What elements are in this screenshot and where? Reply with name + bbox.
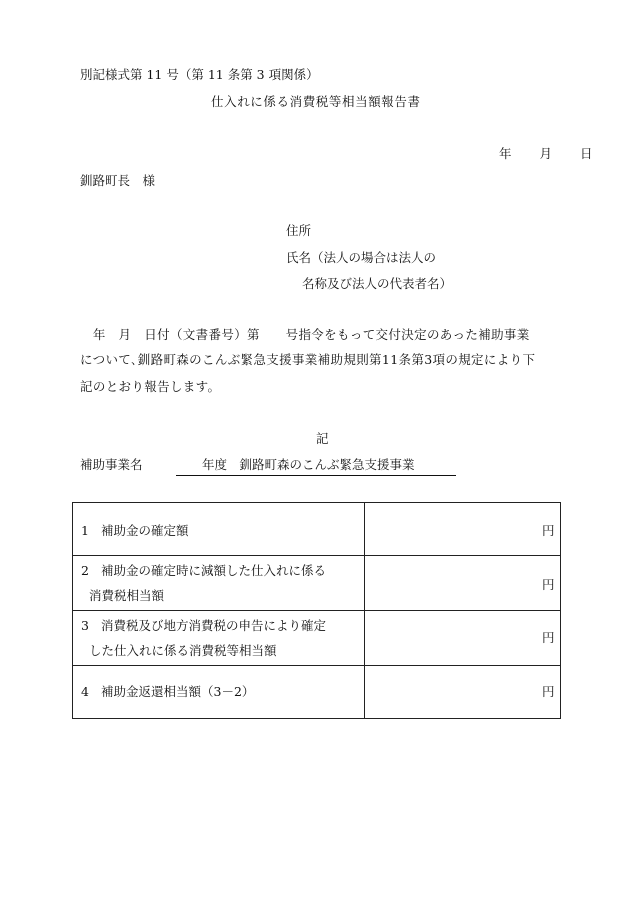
name-label-continuation: 名称及び法人の代表者名） [302,276,453,291]
project-name-label: 補助事業名 [80,457,143,472]
row-unit: 円 [542,630,555,645]
row-unit: 円 [542,523,555,538]
report-table [72,502,561,719]
table-row [73,665,560,720]
date-day: 日 [580,146,593,161]
address-label: 住所 [286,223,312,238]
ki-heading: 記 [316,431,329,446]
addressee: 釧路町長 様 [80,173,156,188]
row-number: 1 [81,523,89,538]
table-row [73,503,560,555]
row-label-continuation: 消費税相当額 [89,588,165,603]
document-title: 仕入れに係る消費税等相当額報告書 [211,94,421,109]
date-year: 年 [499,146,512,161]
name-label: 氏名（法人の場合は法人の [286,250,437,265]
table-row [73,610,560,665]
date-month: 月 [539,146,553,161]
row-label: 消費税及び地方消費税の申告により確定 [101,618,327,633]
body-text-line-2: について､釧路町森のこんぶ緊急支援事業補助規則第11条第3項の規定により下 [80,352,536,367]
project-name-value: 年度 釧路町森のこんぶ緊急支援事業 [176,459,456,476]
row-label: 補助金の確定額 [101,523,189,538]
row-label-continuation: した仕入れに係る消費税等相当額 [89,643,277,658]
row-number: 4 [81,684,89,699]
row-unit: 円 [542,577,555,592]
body-text-line-3: 記のとおり報告します。 [80,379,221,394]
table-row [73,555,560,610]
form-reference: 別記様式第 11 号（第 11 条第 3 項関係） [80,67,319,82]
row-number: 3 [81,618,89,633]
row-unit: 円 [542,684,555,699]
row-label: 補助金返還相当額（3－2） [101,684,255,699]
row-number: 2 [81,563,89,578]
date-line [499,148,593,161]
body-text-line-1: 年 月 日付（文書番号）第 号指令をもって交付決定のあった補助事業 [80,327,530,342]
row-label: 補助金の確定時に減額した仕入れに係る [101,563,327,578]
